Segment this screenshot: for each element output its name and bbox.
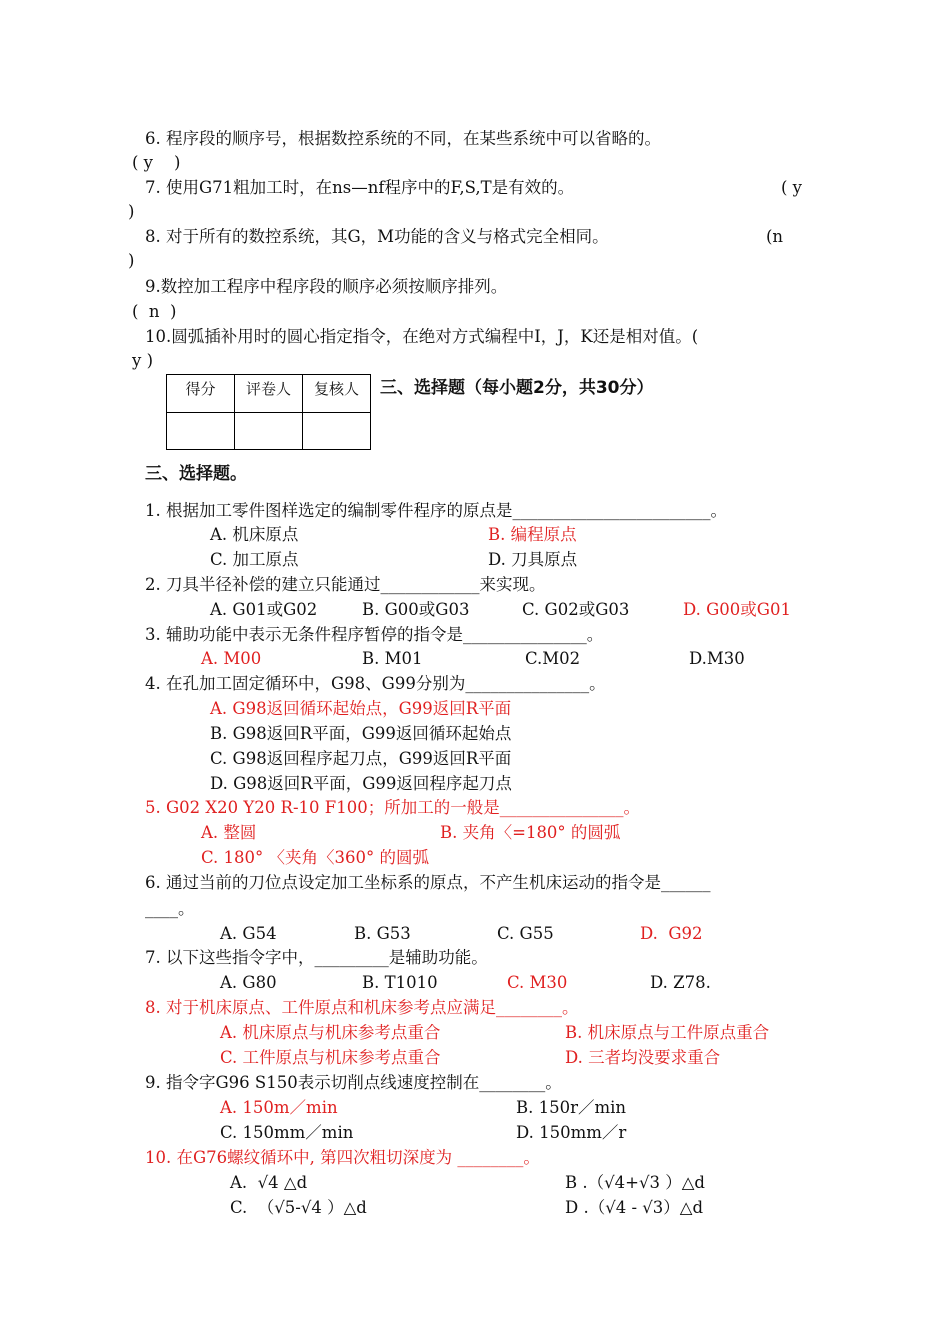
judgement-9-answer: ( n ) (132, 302, 177, 321)
q6-option-b: B. G53 (354, 924, 411, 943)
q4-option-a: A. G98返回循环起始点，G99返回R平面 (210, 699, 512, 718)
section-title: 三、选择题。 (145, 464, 247, 484)
q3-option-c: C.M02 (525, 649, 581, 668)
q2-option-a: A. G01或G02 (210, 600, 318, 619)
judgement-7-answer-close: ) (128, 202, 135, 221)
q1-option-b: B. 编程原点 (488, 525, 577, 544)
q4-option-b: B. G98返回R平面，G99返回循环起始点 (210, 724, 512, 743)
judgement-6-answer: ( y ) (132, 153, 181, 172)
q6-option-a: A. G54 (220, 924, 277, 943)
q1-stem: 1. 根据加工零件图样选定的编制零件程序的原点是________________________。 (145, 501, 727, 520)
q1-option-a: A. 机床原点 (210, 525, 299, 544)
judgement-8-answer: (n (766, 227, 784, 246)
q8-option-a: A. 机床原点与机床参考点重合 (220, 1023, 441, 1042)
q3-stem: 3. 辅助功能中表示无条件程序暂停的指令是_______________。 (145, 625, 604, 644)
q2-stem: 2. 刀具半径补偿的建立只能通过____________来实现。 (145, 575, 546, 594)
q2-option-d: D. G00或G01 (683, 600, 791, 619)
judgement-10-answer: y ) (132, 351, 154, 370)
judgement-8: 8. 对于所有的数控系统，其G，M功能的含义与格式完全相同。 (145, 227, 609, 246)
q7-option-a: A. G80 (220, 973, 277, 992)
q8-option-d: D. 三者均没要求重合 (565, 1048, 721, 1067)
q4-option-d: D. G98返回R平面，G99返回程序起刀点 (210, 774, 512, 793)
q4-stem: 4. 在孔加工固定循环中，G98、G99分别为_______________。 (145, 674, 606, 693)
judgement-6: 6. 程序段的顺序号，根据数控系统的不同，在某些系统中可以省略的。 (145, 129, 661, 148)
judgement-8-answer-close: ) (128, 251, 135, 270)
judgement-7: 7. 使用G71粗加工时，在ns—nf程序中的F,S,T是有效的。 (145, 178, 575, 197)
q6-stem-continued: ____。 (145, 899, 195, 918)
q3-option-a: A. M00 (201, 649, 262, 668)
grader-header: 评卷人 (235, 375, 303, 413)
q2-option-b: B. G00或G03 (362, 600, 470, 619)
q5-option-a: A. 整圆 (201, 823, 257, 842)
score-table (166, 374, 371, 450)
q5-option-c: C. 180° 〈夹角〈360° 的圆弧 (201, 848, 430, 867)
reviewer-cell[interactable] (303, 413, 371, 450)
q7-option-b: B. T1010 (362, 973, 438, 992)
q7-option-d: D. Z78. (650, 973, 711, 992)
q4-option-c: C. G98返回程序起刀点，G99返回R平面 (210, 749, 512, 768)
q3-option-b: B. M01 (362, 649, 423, 668)
q10-option-d: D .（√4 - √3）△d (565, 1198, 704, 1217)
q8-option-b: B. 机床原点与工件原点重合 (565, 1023, 770, 1042)
q9-stem: 9. 指令字G96 S150表示切削点线速度控制在________。 (145, 1073, 562, 1092)
q10-option-a: A. √4 △d (230, 1173, 308, 1192)
q8-stem: 8. 对于机床原点、工件原点和机床参考点应满足________。 (145, 998, 579, 1017)
q9-option-d: D. 150mm／r (516, 1123, 627, 1142)
q9-option-b: B. 150r／min (516, 1098, 627, 1117)
q10-option-c: C. （√5-√4 ）△d (230, 1198, 367, 1217)
q2-option-c: C. G02或G03 (522, 600, 630, 619)
q1-option-d: D. 刀具原点 (488, 550, 578, 569)
q6-option-c: C. G55 (497, 924, 554, 943)
q7-option-c: C. M30 (507, 973, 568, 992)
q5-stem: 5. G02 X20 Y20 R-10 F100；所加工的一般是_______________。 (145, 798, 640, 817)
score-cell[interactable] (167, 413, 235, 450)
judgement-9: 9.数控加工程序中程序段的顺序必须按顺序排列。 (145, 277, 508, 296)
q5-option-b: B. 夹角〈=180° 的圆弧 (440, 823, 621, 842)
q6-option-d: D. G92 (640, 924, 703, 943)
q1-option-c: C. 加工原点 (210, 550, 299, 569)
q10-stem: 10. 在G76螺纹循环中, 第四次粗切深度为 ________。 (145, 1148, 540, 1167)
q9-option-a: A. 150m／min (220, 1098, 338, 1117)
reviewer-header: 复核人 (303, 375, 371, 413)
q3-option-d: D.M30 (689, 649, 745, 668)
q8-option-c: C. 工件原点与机床参考点重合 (220, 1048, 441, 1067)
q10-option-b: B .（√4+√3 ）△d (565, 1173, 705, 1192)
judgement-10: 10.圆弧插补用时的圆心指定指令，在绝对方式编程中I，J，K还是相对值。( (145, 327, 699, 346)
q6-stem: 6. 通过当前的刀位点设定加工坐标系的原点，不产生机床运动的指令是______ (145, 873, 711, 892)
q9-option-c: C. 150mm／min (220, 1123, 354, 1142)
section-header: 三、选择题（每小题2分，共30分） (380, 378, 654, 398)
q7-stem: 7. 以下这些指令字中，_________是辅助功能。 (145, 948, 488, 967)
score-header: 得分 (167, 375, 235, 413)
judgement-7-answer: ( y (781, 178, 803, 197)
grader-cell[interactable] (235, 413, 303, 450)
